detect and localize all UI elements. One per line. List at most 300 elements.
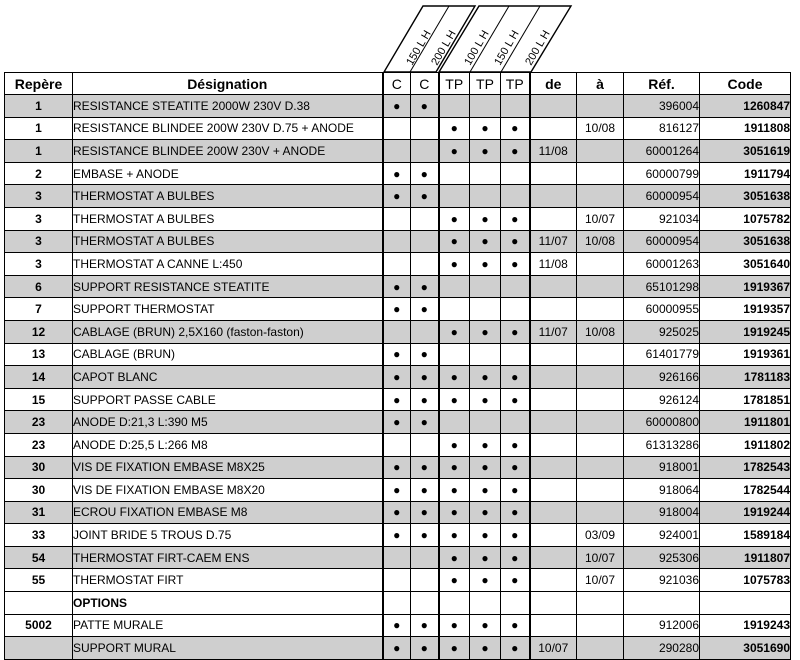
usage-mark-cell [439, 320, 470, 343]
usage-mark-cell [470, 433, 501, 456]
designation-cell: CABLAGE (BRUN) 2,5X160 (faston-faston) [73, 320, 383, 343]
usage-mark-cell [501, 366, 530, 389]
table-row [5, 298, 791, 321]
usage-mark-cell [383, 546, 411, 569]
usage-mark-cell [411, 298, 439, 321]
usage-dot-icon: ● [481, 641, 489, 656]
empty-cell [439, 592, 470, 615]
from-date-cell: 11/08 [530, 140, 577, 163]
table-row [5, 433, 791, 456]
usage-mark-cell [383, 411, 411, 434]
usage-mark-cell [501, 546, 530, 569]
usage-mark-cell [439, 388, 470, 411]
table-row [5, 501, 791, 524]
usage-dot-icon: ● [420, 505, 428, 520]
ref-cell: 912006 [624, 614, 700, 637]
usage-dot-icon: ● [420, 641, 428, 656]
ref-cell: 60000954 [624, 185, 700, 208]
designation-cell: SUPPORT MURAL [73, 637, 383, 660]
usage-mark-cell [411, 614, 439, 637]
ref-cell: 396004 [624, 95, 700, 118]
usage-dot-icon: ● [420, 482, 428, 497]
usage-mark-cell [411, 275, 439, 298]
header-code: Code [700, 73, 791, 95]
usage-mark-cell [501, 275, 530, 298]
table-row [5, 479, 791, 502]
from-date-cell [530, 569, 577, 592]
usage-dot-icon: ● [420, 166, 428, 181]
usage-dot-icon: ● [481, 234, 489, 249]
repere-cell: 6 [5, 275, 73, 298]
usage-dot-icon: ● [450, 324, 458, 339]
code-cell: 1782544 [700, 479, 791, 502]
repere-cell: 5002 [5, 614, 73, 637]
code-cell: 1075783 [700, 569, 791, 592]
usage-dot-icon: ● [511, 505, 519, 520]
usage-mark-cell [470, 637, 501, 660]
designation-cell: CAPOT BLANC [73, 366, 383, 389]
ref-cell: 290280 [624, 637, 700, 660]
usage-dot-icon: ● [450, 392, 458, 407]
usage-mark-cell [501, 501, 530, 524]
code-cell: 1781183 [700, 366, 791, 389]
usage-dot-icon: ● [420, 618, 428, 633]
designation-cell: JOINT BRIDE 5 TROUS D.75 [73, 524, 383, 547]
header-de: de [530, 73, 577, 95]
table-row [5, 524, 791, 547]
usage-mark-cell [501, 388, 530, 411]
table-row [5, 207, 791, 230]
table-row [5, 546, 791, 569]
usage-dot-icon: ● [420, 302, 428, 317]
table-row [5, 614, 791, 637]
to-date-cell [577, 433, 624, 456]
usage-mark-cell [411, 343, 439, 366]
usage-dot-icon: ● [481, 482, 489, 497]
to-date-cell: 03/09 [577, 524, 624, 547]
ref-cell: 918001 [624, 456, 700, 479]
designation-cell: EMBASE + ANODE [73, 162, 383, 185]
designation-cell: SUPPORT RESISTANCE STEATITE [73, 275, 383, 298]
code-cell: 1589184 [700, 524, 791, 547]
usage-mark-cell [470, 185, 501, 208]
usage-mark-cell [439, 614, 470, 637]
to-date-cell: 10/08 [577, 117, 624, 140]
usage-dot-icon: ● [393, 189, 401, 204]
usage-dot-icon: ● [393, 98, 401, 113]
usage-mark-cell [383, 298, 411, 321]
usage-mark-cell [439, 546, 470, 569]
to-date-cell: 10/07 [577, 546, 624, 569]
code-cell: 1919244 [700, 501, 791, 524]
usage-dot-icon: ● [450, 550, 458, 565]
usage-mark-cell [439, 501, 470, 524]
usage-mark-cell [411, 637, 439, 660]
usage-mark-cell [470, 411, 501, 434]
usage-mark-cell [383, 140, 411, 163]
usage-dot-icon: ● [450, 460, 458, 475]
usage-dot-icon: ● [450, 143, 458, 158]
usage-dot-icon: ● [481, 618, 489, 633]
code-cell: 1911801 [700, 411, 791, 434]
repere-cell: 3 [5, 185, 73, 208]
usage-mark-cell [439, 479, 470, 502]
to-date-cell [577, 366, 624, 389]
capacity-label-4: 150 L H [492, 28, 522, 68]
from-date-cell [530, 614, 577, 637]
ref-cell: 926166 [624, 366, 700, 389]
usage-mark-cell [383, 95, 411, 118]
ref-cell: 61313286 [624, 433, 700, 456]
usage-dot-icon: ● [481, 437, 489, 452]
ref-cell: 60001263 [624, 253, 700, 276]
header-a: à [577, 73, 624, 95]
usage-dot-icon: ● [393, 618, 401, 633]
usage-dot-icon: ● [393, 415, 401, 430]
table-row [5, 366, 791, 389]
ref-cell: 60000955 [624, 298, 700, 321]
usage-dot-icon: ● [450, 369, 458, 384]
repere-cell: 14 [5, 366, 73, 389]
usage-mark-cell [411, 185, 439, 208]
table-row [5, 275, 791, 298]
ref-cell: 60001264 [624, 140, 700, 163]
usage-dot-icon: ● [511, 211, 519, 226]
usage-mark-cell [383, 456, 411, 479]
usage-mark-cell [470, 366, 501, 389]
usage-mark-cell [470, 230, 501, 253]
from-date-cell [530, 433, 577, 456]
usage-mark-cell [383, 569, 411, 592]
repere-cell: 30 [5, 456, 73, 479]
ref-cell: 65101298 [624, 275, 700, 298]
header-c1: C [383, 73, 411, 95]
usage-dot-icon: ● [511, 573, 519, 588]
code-cell: 3051640 [700, 253, 791, 276]
designation-cell: THERMOSTAT FIRT [73, 569, 383, 592]
designation-cell: THERMOSTAT A BULBES [73, 185, 383, 208]
usage-dot-icon: ● [450, 234, 458, 249]
from-date-cell [530, 501, 577, 524]
options-label: OPTIONS [73, 592, 383, 615]
usage-mark-cell [383, 343, 411, 366]
ref-cell: 925025 [624, 320, 700, 343]
usage-mark-cell [470, 343, 501, 366]
from-date-cell [530, 388, 577, 411]
repere-cell [5, 637, 73, 660]
usage-dot-icon: ● [511, 528, 519, 543]
usage-mark-cell [470, 275, 501, 298]
usage-dot-icon: ● [450, 528, 458, 543]
repere-cell: 30 [5, 479, 73, 502]
from-date-cell: 11/08 [530, 253, 577, 276]
usage-mark-cell [411, 162, 439, 185]
usage-dot-icon: ● [481, 573, 489, 588]
table-row [5, 569, 791, 592]
ref-cell: 921034 [624, 207, 700, 230]
usage-dot-icon: ● [481, 392, 489, 407]
code-cell: 1919367 [700, 275, 791, 298]
repere-cell: 12 [5, 320, 73, 343]
repere-cell: 3 [5, 207, 73, 230]
usage-dot-icon: ● [481, 505, 489, 520]
from-date-cell [530, 366, 577, 389]
usage-mark-cell [411, 433, 439, 456]
usage-dot-icon: ● [511, 437, 519, 452]
usage-dot-icon: ● [450, 641, 458, 656]
usage-mark-cell [470, 117, 501, 140]
usage-mark-cell [439, 140, 470, 163]
usage-mark-cell [383, 275, 411, 298]
usage-mark-cell [383, 162, 411, 185]
usage-dot-icon: ● [481, 324, 489, 339]
usage-dot-icon: ● [450, 618, 458, 633]
repere-cell: 55 [5, 569, 73, 592]
usage-mark-cell [411, 117, 439, 140]
header-designation: Désignation [73, 73, 383, 95]
usage-dot-icon: ● [450, 211, 458, 226]
usage-mark-cell [411, 546, 439, 569]
table-row [5, 343, 791, 366]
from-date-cell: 11/07 [530, 320, 577, 343]
to-date-cell [577, 456, 624, 479]
usage-mark-cell [439, 207, 470, 230]
usage-mark-cell [411, 320, 439, 343]
usage-mark-cell [411, 501, 439, 524]
usage-mark-cell [383, 433, 411, 456]
usage-mark-cell [383, 230, 411, 253]
designation-cell: PATTE MURALE [73, 614, 383, 637]
usage-dot-icon: ● [393, 641, 401, 656]
usage-dot-icon: ● [511, 482, 519, 497]
to-date-cell: 10/07 [577, 569, 624, 592]
usage-dot-icon: ● [420, 189, 428, 204]
code-cell: 1911808 [700, 117, 791, 140]
usage-dot-icon: ● [450, 256, 458, 271]
table-row [5, 162, 791, 185]
repere-cell: 23 [5, 411, 73, 434]
usage-mark-cell [501, 140, 530, 163]
usage-dot-icon: ● [511, 234, 519, 249]
usage-mark-cell [470, 298, 501, 321]
usage-dot-icon: ● [511, 392, 519, 407]
code-cell: 1919361 [700, 343, 791, 366]
usage-mark-cell [470, 456, 501, 479]
usage-mark-cell [383, 501, 411, 524]
to-date-cell [577, 275, 624, 298]
usage-dot-icon: ● [481, 211, 489, 226]
code-cell: 1919243 [700, 614, 791, 637]
designation-cell: ECROU FIXATION EMBASE M8 [73, 501, 383, 524]
from-date-cell [530, 95, 577, 118]
repere-cell: 33 [5, 524, 73, 547]
repere-cell: 23 [5, 433, 73, 456]
usage-mark-cell [411, 411, 439, 434]
designation-cell: VIS DE FIXATION EMBASE M8X25 [73, 456, 383, 479]
ref-cell: 918064 [624, 479, 700, 502]
parts-table [4, 72, 791, 660]
usage-dot-icon: ● [393, 369, 401, 384]
empty-cell [501, 592, 530, 615]
usage-dot-icon: ● [450, 573, 458, 588]
from-date-cell [530, 343, 577, 366]
usage-mark-cell [501, 95, 530, 118]
empty-cell [530, 592, 577, 615]
repere-cell: 31 [5, 501, 73, 524]
header-tp1: TP [439, 73, 470, 95]
usage-mark-cell [439, 95, 470, 118]
usage-mark-cell [383, 117, 411, 140]
empty-cell [624, 592, 700, 615]
usage-mark-cell [439, 275, 470, 298]
usage-mark-cell [439, 524, 470, 547]
header-tp2: TP [470, 73, 501, 95]
usage-dot-icon: ● [481, 550, 489, 565]
designation-cell: THERMOSTAT A BULBES [73, 230, 383, 253]
usage-mark-cell [501, 637, 530, 660]
usage-dot-icon: ● [420, 279, 428, 294]
usage-mark-cell [439, 637, 470, 660]
usage-mark-cell [470, 140, 501, 163]
empty-cell [470, 592, 501, 615]
usage-mark-cell [383, 614, 411, 637]
capacity-label-2: 200 L H [429, 28, 459, 68]
code-cell: 1260847 [700, 95, 791, 118]
code-cell: 1781851 [700, 388, 791, 411]
parts-table-body [5, 95, 791, 660]
usage-dot-icon: ● [511, 641, 519, 656]
usage-dot-icon: ● [450, 482, 458, 497]
code-cell: 3051638 [700, 230, 791, 253]
usage-mark-cell [501, 162, 530, 185]
usage-mark-cell [470, 95, 501, 118]
usage-mark-cell [411, 479, 439, 502]
designation-cell: RESISTANCE BLINDEE 200W 230V D.75 + ANODE [73, 117, 383, 140]
from-date-cell [530, 298, 577, 321]
usage-mark-cell [383, 479, 411, 502]
usage-mark-cell [411, 140, 439, 163]
repere-cell: 54 [5, 546, 73, 569]
usage-mark-cell [470, 162, 501, 185]
usage-mark-cell [383, 366, 411, 389]
code-cell: 1911807 [700, 546, 791, 569]
designation-cell: THERMOSTAT FIRT-CAEM ENS [73, 546, 383, 569]
to-date-cell: 10/08 [577, 320, 624, 343]
repere-cell: 15 [5, 388, 73, 411]
ref-cell: 816127 [624, 117, 700, 140]
usage-mark-cell [439, 117, 470, 140]
usage-dot-icon: ● [393, 392, 401, 407]
table-row [5, 95, 791, 118]
to-date-cell [577, 95, 624, 118]
from-date-cell [530, 456, 577, 479]
usage-mark-cell [501, 569, 530, 592]
to-date-cell [577, 253, 624, 276]
from-date-cell: 11/07 [530, 230, 577, 253]
usage-mark-cell [383, 253, 411, 276]
code-cell: 1911802 [700, 433, 791, 456]
usage-mark-cell [470, 388, 501, 411]
usage-dot-icon: ● [420, 415, 428, 430]
capacity-label-1: 150 L H [404, 28, 434, 68]
to-date-cell: 10/08 [577, 230, 624, 253]
usage-dot-icon: ● [393, 302, 401, 317]
usage-mark-cell [411, 95, 439, 118]
usage-dot-icon: ● [450, 121, 458, 136]
table-row [5, 185, 791, 208]
empty-cell [383, 592, 411, 615]
to-date-cell [577, 343, 624, 366]
usage-mark-cell [439, 230, 470, 253]
usage-dot-icon: ● [481, 256, 489, 271]
usage-mark-cell [501, 207, 530, 230]
usage-dot-icon: ● [393, 528, 401, 543]
usage-mark-cell [411, 456, 439, 479]
code-cell: 1919357 [700, 298, 791, 321]
usage-mark-cell [470, 253, 501, 276]
usage-mark-cell [501, 298, 530, 321]
table-row [5, 253, 791, 276]
code-cell: 1782543 [700, 456, 791, 479]
usage-dot-icon: ● [511, 369, 519, 384]
header-repere: Repère [5, 73, 73, 95]
usage-mark-cell [501, 117, 530, 140]
capacity-label-5: 200 L H [523, 28, 553, 68]
usage-mark-cell [439, 162, 470, 185]
usage-mark-cell [501, 343, 530, 366]
usage-mark-cell [411, 253, 439, 276]
usage-mark-cell [383, 185, 411, 208]
usage-mark-cell [383, 207, 411, 230]
options-section-row [5, 592, 791, 615]
usage-dot-icon: ● [393, 166, 401, 181]
usage-dot-icon: ● [420, 347, 428, 362]
to-date-cell [577, 501, 624, 524]
designation-cell: VIS DE FIXATION EMBASE M8X20 [73, 479, 383, 502]
table-row [5, 388, 791, 411]
usage-mark-cell [439, 456, 470, 479]
usage-dot-icon: ● [511, 460, 519, 475]
ref-cell: 60000799 [624, 162, 700, 185]
to-date-cell [577, 185, 624, 208]
usage-mark-cell [411, 524, 439, 547]
capacity-header [0, 0, 800, 74]
usage-mark-cell [383, 320, 411, 343]
usage-mark-cell [383, 637, 411, 660]
usage-mark-cell [501, 411, 530, 434]
designation-cell: THERMOSTAT A BULBES [73, 207, 383, 230]
from-date-cell [530, 162, 577, 185]
from-date-cell [530, 185, 577, 208]
usage-mark-cell [411, 207, 439, 230]
from-date-cell [530, 546, 577, 569]
ref-cell: 924001 [624, 524, 700, 547]
usage-mark-cell [439, 569, 470, 592]
usage-mark-cell [501, 456, 530, 479]
repere-cell [5, 592, 73, 615]
usage-mark-cell [439, 253, 470, 276]
usage-mark-cell [439, 185, 470, 208]
usage-mark-cell [501, 230, 530, 253]
from-date-cell [530, 207, 577, 230]
usage-mark-cell [439, 343, 470, 366]
to-date-cell: 10/07 [577, 207, 624, 230]
usage-mark-cell [501, 320, 530, 343]
usage-mark-cell [439, 411, 470, 434]
usage-dot-icon: ● [420, 528, 428, 543]
usage-dot-icon: ● [393, 347, 401, 362]
usage-dot-icon: ● [481, 369, 489, 384]
